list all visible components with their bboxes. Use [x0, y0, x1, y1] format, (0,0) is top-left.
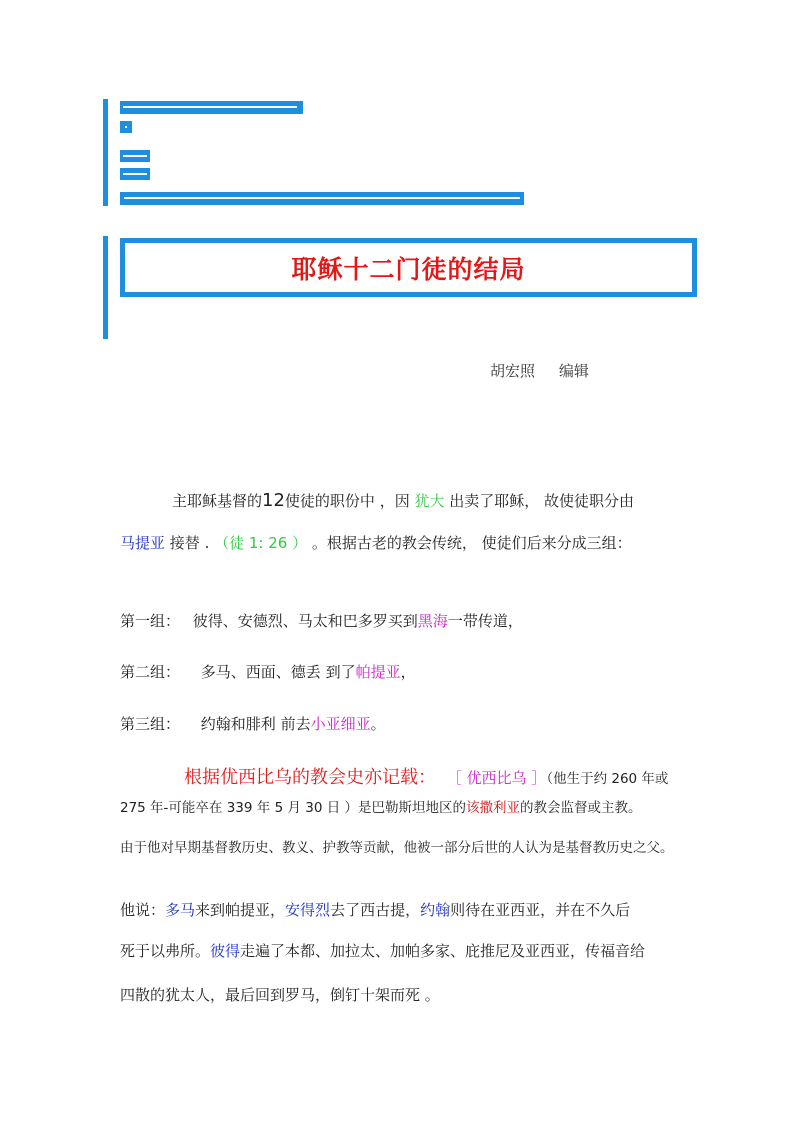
quote-text: 死于以弗所。 — [120, 942, 211, 960]
group-line-1 — [120, 610, 523, 631]
intro-text: 主耶稣基督的 — [172, 492, 263, 510]
eusebius-bio: （他生于约 260 年或 — [546, 771, 669, 787]
john-name: 约翰 — [420, 901, 451, 919]
decorative-short-bar-1 — [120, 150, 150, 162]
decorative-square — [120, 121, 132, 133]
quote-text: 则待在亚西亚，并在不久后 — [450, 901, 631, 919]
group-place: 黑海 — [417, 612, 448, 630]
intro-text: 接替 . — [169, 534, 210, 552]
intro-text: 出卖了耶稣， 故使徒职分由 — [449, 492, 635, 510]
group-label: 第一组： — [120, 612, 181, 630]
decorative-bar-2 — [120, 192, 524, 205]
peter-name: 彼得 — [210, 942, 241, 960]
apostle-count: 12 — [262, 490, 285, 511]
thomas-name: 多马 — [165, 901, 196, 919]
eusebius-bio: 由于他对早期基督教历史、教义、护教等贡献，他被一部分后世的人认为是基督教历史之父。 — [120, 840, 674, 856]
eusebius-name: ［ 优西比乌 ］ — [446, 769, 547, 787]
quote-text: 他说： — [120, 901, 166, 919]
group-text: 多马、西面、德丢 到了 — [200, 663, 356, 681]
matthias-name: 马提亚 — [120, 534, 166, 552]
quote-text: 去了西古提， — [330, 901, 421, 919]
title-box — [120, 238, 697, 297]
quote-text: 四散的犹太人，最后回到罗马，倒钉十架而死 。 — [120, 986, 440, 1004]
intro-line-1 — [172, 490, 634, 511]
eusebius-line-2 — [120, 796, 642, 816]
decorative-short-bar-2 — [120, 168, 150, 180]
group-line-2 — [120, 661, 416, 682]
decorative-left-bar-top — [103, 99, 108, 206]
group-text: 约翰和腓利 前去 — [200, 715, 311, 733]
document-title: 耶稣十二门徒的结局 — [291, 254, 526, 284]
editor-credit: 胡宏照 编辑 — [490, 362, 589, 380]
group-place: 帕提亚 — [355, 663, 401, 681]
group-tail: 一带传道， — [447, 612, 523, 630]
eusebius-bio: 275 年-可能卒在 339 年 5 月 30 日 ）是巴勒斯坦地区的 — [120, 800, 467, 816]
eusebius-heading: 根据优西比乌的教会史亦记载： — [184, 767, 436, 788]
group-place: 小亚细亚 — [310, 715, 371, 733]
judas-name: 犹大 — [414, 492, 445, 510]
eusebius-line-3 — [120, 836, 674, 856]
eusebius-bio: 的教会监督或主教。 — [520, 800, 642, 816]
quote-text: 走遍了本都、加拉太、加帕多家、庇推尼及亚西亚，传福音给 — [240, 942, 646, 960]
eusebius-line-1 — [184, 763, 668, 789]
decorative-bar-1 — [120, 101, 303, 114]
quote-line-1 — [120, 899, 630, 920]
group-tail: 。 — [370, 715, 386, 733]
group-line-3 — [120, 713, 386, 734]
quote-text: 来到帕提亚， — [195, 901, 286, 919]
intro-text: 使徒的职份中 ，因 — [284, 492, 410, 510]
andrew-name: 安得烈 — [285, 901, 331, 919]
caesarea-name: 该撒利亚 — [466, 800, 521, 816]
quote-line-2 — [120, 940, 645, 961]
group-tail: ， — [400, 663, 416, 681]
decorative-left-bar-title — [103, 236, 108, 339]
group-label: 第二组： — [120, 663, 181, 681]
scripture-reference: （徒 1: 26 ） — [214, 534, 308, 552]
group-text: 彼得、安德烈、马太和巴多罗买到 — [192, 612, 418, 630]
group-label: 第三组： — [120, 715, 181, 733]
intro-text: 。根据古老的教会传统， 使徒们后来分成三组： — [311, 534, 632, 552]
quote-line-3 — [120, 984, 440, 1005]
intro-line-2 — [120, 532, 632, 553]
